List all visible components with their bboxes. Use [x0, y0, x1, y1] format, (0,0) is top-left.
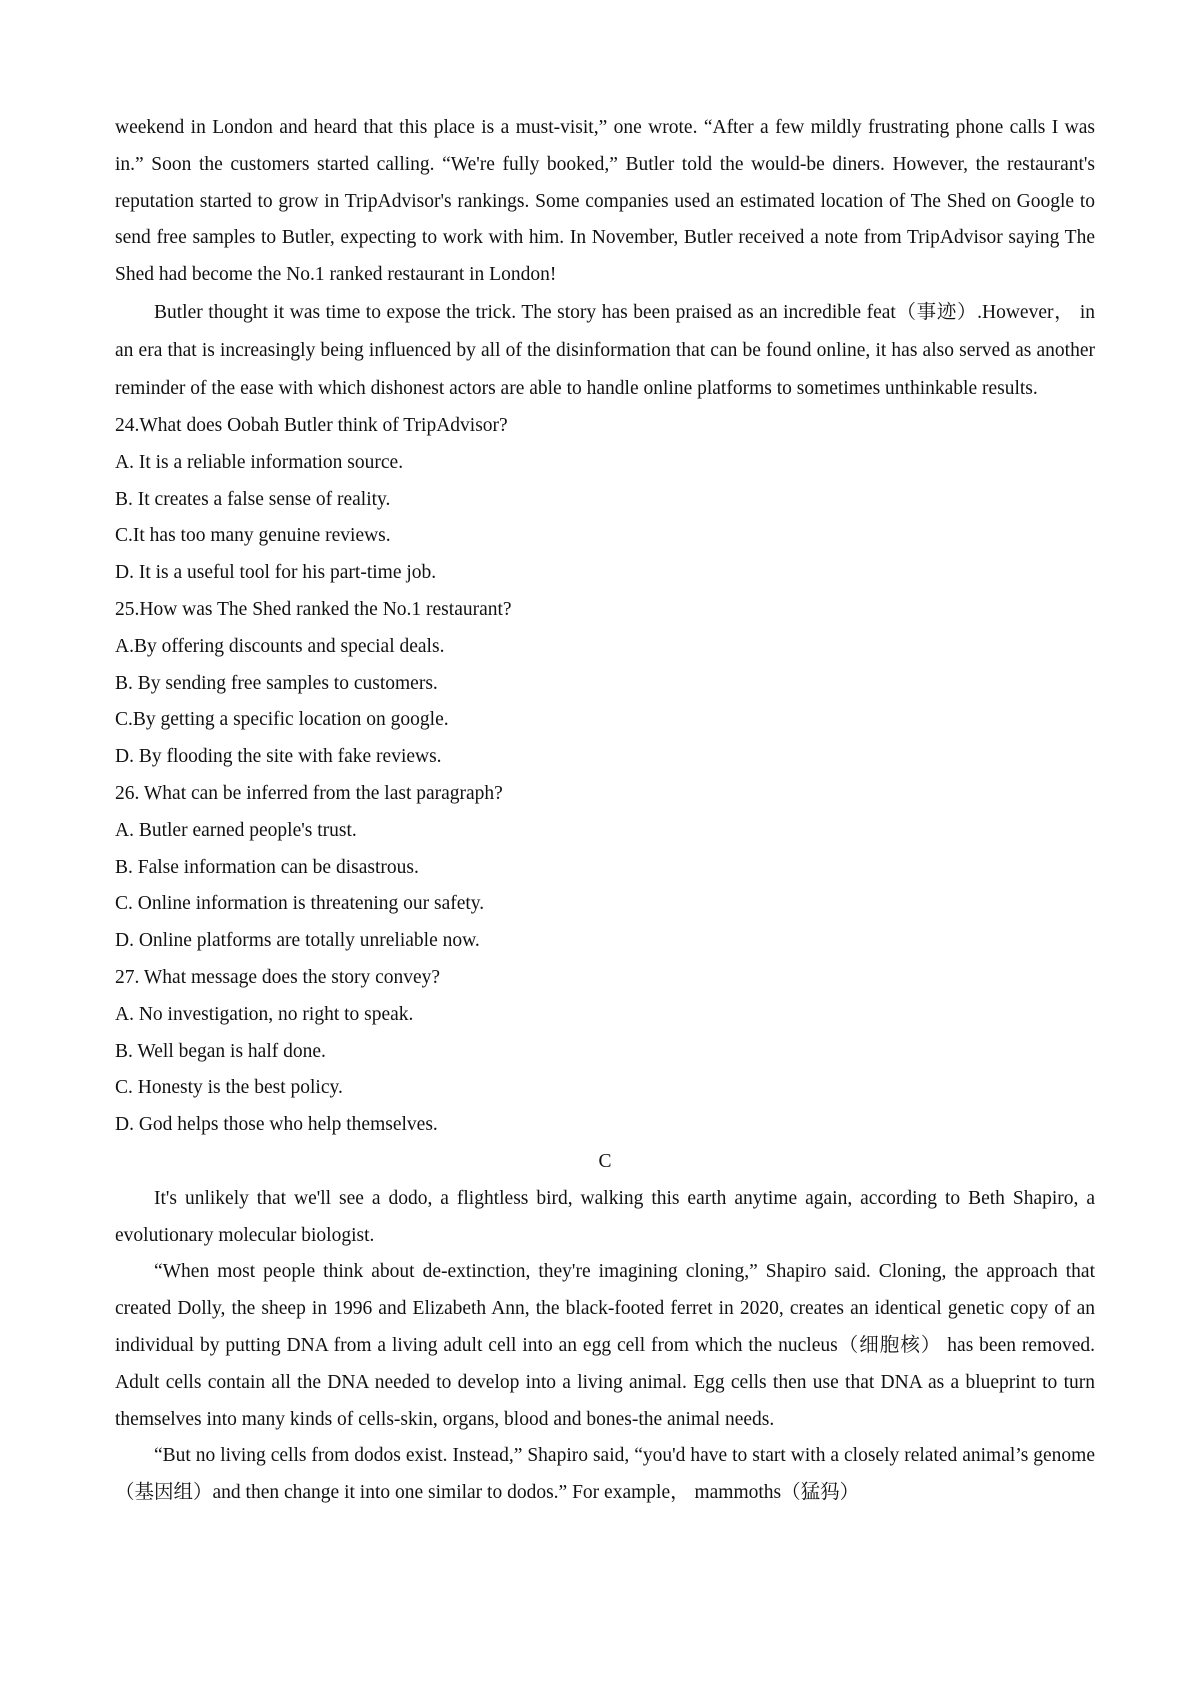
question-25	[115, 592, 1095, 776]
question-stem: 27. What message does the story convey?	[115, 966, 441, 988]
question-option: C.By getting a specific location on google.	[115, 709, 449, 731]
question-option: D. It is a useful tool for his part-time job.	[115, 562, 437, 584]
question-stem: 26. What can be inferred from the last paragraph?	[115, 782, 503, 804]
question-option: D. By flooding the site with fake reviews.	[115, 746, 442, 768]
question-option: A. It is a reliable information source.	[115, 451, 404, 473]
question-option: A. Butler earned people's trust.	[115, 819, 357, 841]
question-option: A.By offering discounts and special deals.	[115, 635, 445, 657]
passage-c-paragraph: It's unlikely that we'll see a dodo, a flightless bird, walking this earth anytime again, according to Beth Shapiro, a evolutionary molecular biologist.	[115, 1187, 1095, 1246]
question-stem: 24.What does Oobah Butler think of TripAdvisor?	[115, 414, 508, 436]
question-27	[115, 960, 1095, 1144]
passage-c-heading: C	[598, 1150, 612, 1172]
document-content	[115, 110, 1095, 1512]
question-option: B. Well began is half done.	[115, 1040, 326, 1062]
question-option: D. Online platforms are totally unreliable now.	[115, 930, 480, 952]
passage-b-paragraph-last: Butler thought it was time to expose the trick. The story has been praised as an incredible feat（事迹）.However， in an era that is increasingly being influenced by all of the disinformation that can be found online, it has also served as another reminder of the ease with which dishonest actors are able to handle online platforms to sometimes unthinkable results.	[115, 301, 1095, 399]
passage-b-paragraph-continued: weekend in London and heard that this place is a must-visit,” one wrote. “After a few mildly frustrating phone calls I was in.” Soon the customers started calling. “We're fully booked,” Butler told the would-be diners. However, the restaurant's reputation started to grow in TripAdvisor's rankings. Some companies used an estimated location of The Shed on Google to send free samples to Butler, expecting to work with him. In November, Butler received a note from TripAdvisor saying The Shed had become the No.1 ranked restaurant in London!	[115, 117, 1095, 286]
passage-c-paragraph: “But no living cells from dodos exist. Instead,” Shapiro said, “you'd have to start with a closely related animal’s genome（基因组）and then change it into one similar to dodos.” For example， mammoths（猛犸）	[115, 1445, 1095, 1504]
question-option: B. It creates a false sense of reality.	[115, 488, 391, 510]
question-option: C.It has too many genuine reviews.	[115, 525, 391, 547]
question-option: B. False information can be disastrous.	[115, 856, 419, 878]
question-stem: 25.How was The Shed ranked the No.1 restaurant?	[115, 598, 512, 620]
question-option: A. No investigation, no right to speak.	[115, 1003, 414, 1025]
question-option: C. Honesty is the best policy.	[115, 1077, 343, 1099]
passage-c-paragraph: “When most people think about de-extinction, they're imagining cloning,” Shapiro said. Cloning, the approach that created Dolly, the sheep in 1996 and Elizabeth Ann, the black-footed ferret in 2020, creates an identical genetic copy of an individual by putting DNA from a living adult cell into an egg cell from which the nucleus（细胞核） has been removed. Adult cells contain all the DNA needed to develop into a living animal. Egg cells then use that DNA as a blueprint to turn themselves into many kinds of cells-skin, organs, blood and bones-the animal needs.	[115, 1261, 1095, 1430]
question-option: B. By sending free samples to customers.	[115, 672, 438, 694]
question-26	[115, 776, 1095, 960]
question-option: D. God helps those who help themselves.	[115, 1114, 438, 1136]
question-option: C. Online information is threatening our safety.	[115, 893, 485, 915]
question-24	[115, 408, 1095, 592]
